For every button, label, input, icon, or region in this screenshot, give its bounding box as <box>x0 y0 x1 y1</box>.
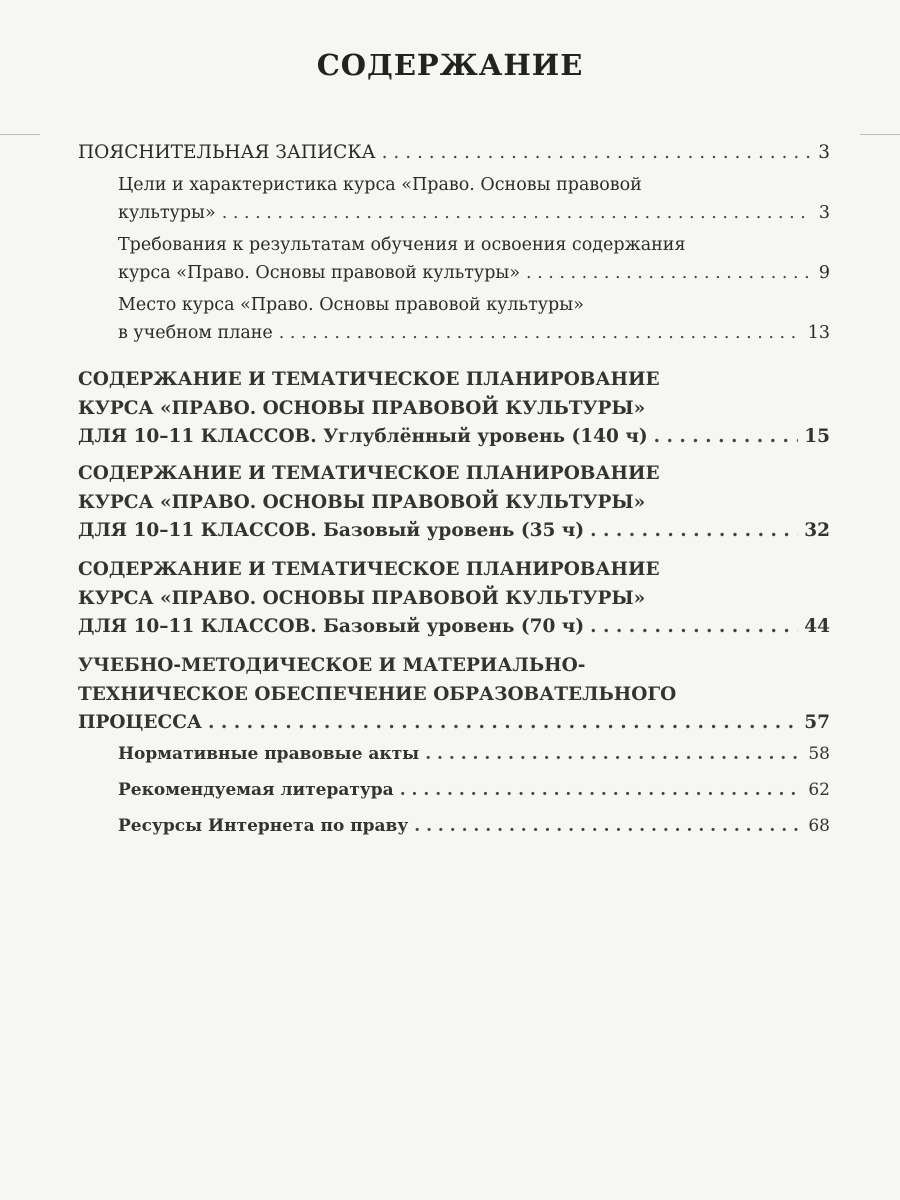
dot-leader <box>526 260 813 288</box>
dot-leader <box>208 709 798 738</box>
toc-entry-materials[interactable] <box>78 652 830 738</box>
dot-leader <box>654 423 799 452</box>
dot-leader <box>279 320 802 348</box>
page-number: 3 <box>818 202 830 223</box>
page-number: 3 <box>818 142 830 163</box>
entry-text: Требования к результатам обучения и освоения содержания <box>118 235 686 255</box>
page-number: 44 <box>804 616 830 637</box>
dot-leader <box>425 741 802 769</box>
dot-leader <box>222 200 813 228</box>
entry-text: СОДЕРЖАНИЕ И ТЕМАТИЧЕСКОЕ ПЛАНИРОВАНИЕ <box>78 369 660 390</box>
scan-edge-mark <box>0 134 40 135</box>
page-number: 15 <box>804 426 830 447</box>
entry-text: УЧЕБНО-МЕТОДИЧЕСКОЕ И МАТЕРИАЛЬНО- <box>78 655 586 676</box>
entry-text: Цели и характеристика курса «Право. Основы правовой <box>118 175 642 195</box>
entry-text: ДЛЯ 10–11 КЛАССОВ. Базовый уровень (35 ч) <box>78 520 585 541</box>
scan-edge-mark <box>860 134 900 135</box>
entry-text: ДЛЯ 10–11 КЛАССОВ. Углублённый уровень (140 ч) <box>78 426 648 447</box>
entry-text: ТЕХНИЧЕСКОЕ ОБЕСПЕЧЕНИЕ ОБРАЗОВАТЕЛЬНОГО <box>78 683 677 705</box>
dot-leader <box>590 517 798 546</box>
page-number: 32 <box>804 520 830 541</box>
toc-entry-explanatory-note[interactable] <box>78 139 830 167</box>
toc-entry-requirements[interactable] <box>118 232 830 287</box>
entry-text: в учебном плане <box>118 322 273 343</box>
entry-text: Нормативные правовые акты <box>118 744 420 764</box>
toc-entry-place-in-plan[interactable] <box>118 292 830 347</box>
dot-leader <box>590 613 798 642</box>
entry-text: ДЛЯ 10–11 КЛАССОВ. Базовый уровень (70 ч) <box>78 616 585 637</box>
entry-text: СОДЕРЖАНИЕ И ТЕМАТИЧЕСКОЕ ПЛАНИРОВАНИЕ <box>78 463 660 484</box>
toc-entry-basic-70[interactable] <box>78 556 830 642</box>
page-number: 62 <box>808 780 830 800</box>
page-number: 58 <box>808 744 830 764</box>
entry-text: культуры» <box>118 202 216 223</box>
page-number: 68 <box>808 816 830 836</box>
dot-leader <box>400 777 803 805</box>
toc-entry-advanced-140[interactable] <box>78 366 830 452</box>
entry-text: ПРОЦЕССА <box>78 712 202 733</box>
toc-entry-internet-resources[interactable] <box>118 813 830 841</box>
entry-text: Ресурсы Интернета по праву <box>118 816 409 836</box>
page-number: 57 <box>804 712 830 733</box>
entry-text: ПОЯСНИТЕЛЬНАЯ ЗАПИСКА <box>78 142 376 163</box>
dot-leader <box>414 813 802 841</box>
entry-text: КУРСА «ПРАВО. ОСНОВЫ ПРАВОВОЙ КУЛЬТУРЫ» <box>78 491 646 513</box>
toc-entry-literature[interactable] <box>118 777 830 805</box>
toc-entry-goals[interactable] <box>118 172 830 227</box>
entry-text: СОДЕРЖАНИЕ И ТЕМАТИЧЕСКОЕ ПЛАНИРОВАНИЕ <box>78 559 660 580</box>
toc-entry-legal-acts[interactable] <box>118 741 830 769</box>
toc-entry-basic-35[interactable] <box>78 460 830 546</box>
dot-leader <box>382 139 813 167</box>
entry-text: Рекомендуемая литература <box>118 780 394 800</box>
page-number: 13 <box>807 322 830 343</box>
page-number: 9 <box>818 262 830 283</box>
entry-text: курса «Право. Основы правовой культуры» <box>118 262 521 283</box>
entry-text: КУРСА «ПРАВО. ОСНОВЫ ПРАВОВОЙ КУЛЬТУРЫ» <box>78 397 646 419</box>
entry-text: КУРСА «ПРАВО. ОСНОВЫ ПРАВОВОЙ КУЛЬТУРЫ» <box>78 587 646 609</box>
entry-text: Место курса «Право. Основы правовой культуры» <box>118 295 584 315</box>
page-title: СОДЕРЖАНИЕ <box>316 48 584 82</box>
